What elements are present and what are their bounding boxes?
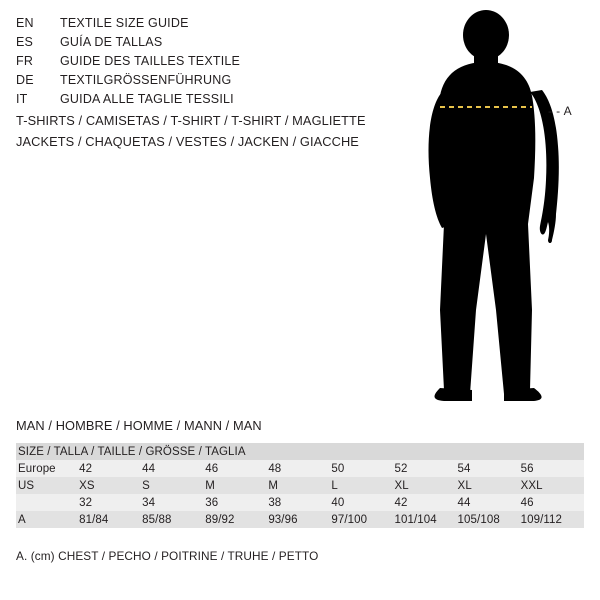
cell: 109/112: [521, 511, 584, 528]
table-header-row: [16, 443, 584, 460]
language-row: [16, 71, 376, 90]
language-text: GUIDA ALLE TAGLIE TESSILI: [60, 92, 234, 106]
cell: 32: [79, 494, 142, 511]
cell: 85/88: [142, 511, 205, 528]
row-label: [16, 494, 79, 511]
cell: 46: [521, 494, 584, 511]
measure-a-label: [548, 104, 572, 118]
cell: 42: [394, 494, 457, 511]
cell: XXL: [521, 477, 584, 494]
cell: 56: [521, 460, 584, 477]
language-text: GUIDE DES TAILLES TEXTILE: [60, 54, 241, 68]
cell: 46: [205, 460, 268, 477]
table-row: [16, 494, 584, 511]
cell: XS: [79, 477, 142, 494]
gender-heading: MAN / HOMBRE / HOMME / MANN / MAN: [16, 418, 262, 433]
cell: 89/92: [205, 511, 268, 528]
language-text: TEXTILGRÖSSENFÜHRUNG: [60, 73, 232, 87]
table-row: [16, 460, 584, 477]
row-label: Europe: [16, 460, 79, 477]
language-row: [16, 14, 376, 33]
footnote: A. (cm) CHEST / PECHO / POITRINE / TRUHE / PETTO: [16, 549, 319, 563]
cell: 38: [268, 494, 331, 511]
language-text: TEXTILE SIZE GUIDE: [60, 16, 189, 30]
body-silhouette: [400, 10, 600, 410]
category-list: [16, 110, 436, 152]
cell: S: [142, 477, 205, 494]
language-row: [16, 90, 376, 109]
cell: 93/96: [268, 511, 331, 528]
cell: 101/104: [394, 511, 457, 528]
language-row: [16, 33, 376, 52]
language-row: [16, 52, 376, 71]
cell: 48: [268, 460, 331, 477]
cell: 105/108: [458, 511, 521, 528]
table-row: [16, 511, 584, 528]
cell: M: [205, 477, 268, 494]
cell: 40: [331, 494, 394, 511]
row-label: A: [16, 511, 79, 528]
cell: 81/84: [79, 511, 142, 528]
cell: 50: [331, 460, 394, 477]
cell: XL: [458, 477, 521, 494]
language-code: ES: [16, 35, 34, 49]
measure-dash: - -: [548, 104, 561, 118]
cell: 36: [205, 494, 268, 511]
measure-letter: A: [563, 104, 573, 118]
size-table-wrap: [16, 443, 584, 528]
language-list: [16, 14, 376, 109]
language-text: GUÍA DE TALLAS: [60, 35, 163, 49]
language-code: DE: [16, 73, 34, 87]
cell: M: [268, 477, 331, 494]
cell: 97/100: [331, 511, 394, 528]
language-code: EN: [16, 16, 34, 30]
cell: 42: [79, 460, 142, 477]
language-code: IT: [16, 92, 28, 106]
size-table: [16, 443, 584, 528]
cell: 52: [394, 460, 457, 477]
row-label: US: [16, 477, 79, 494]
table-header-label: SIZE / TALLA / TAILLE / GRÖSSE / TAGLIA: [16, 443, 584, 460]
cell: L: [331, 477, 394, 494]
category-jackets: JACKETS / CHAQUETAS / VESTES / JACKEN / GIACCHE: [16, 134, 359, 149]
table-row: [16, 477, 584, 494]
cell: 54: [458, 460, 521, 477]
cell: 34: [142, 494, 205, 511]
language-code: FR: [16, 54, 34, 68]
cell: 44: [142, 460, 205, 477]
cell: XL: [394, 477, 457, 494]
cell: 44: [458, 494, 521, 511]
category-tshirts: T-SHIRTS / CAMISETAS / T-SHIRT / T-SHIRT / MAGLIETTE: [16, 113, 366, 128]
